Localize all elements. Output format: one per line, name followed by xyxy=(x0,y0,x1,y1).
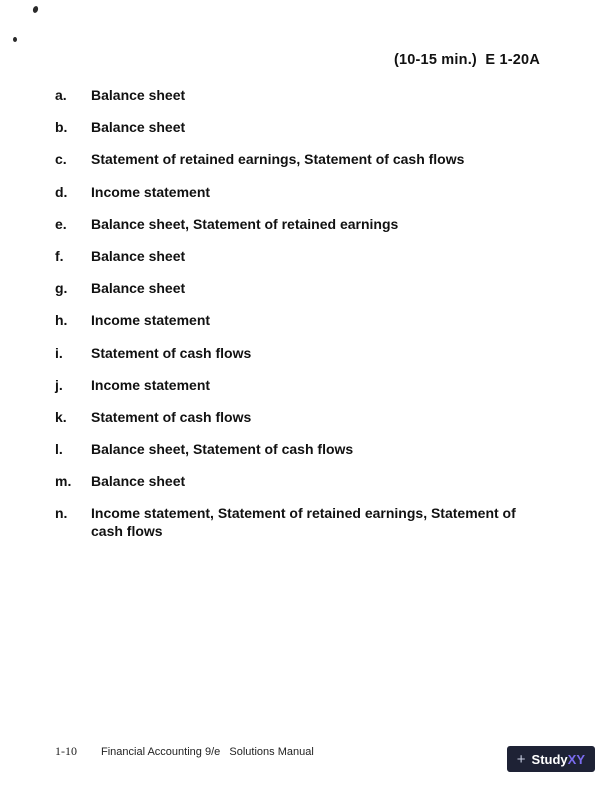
item-letter: d. xyxy=(55,183,68,200)
list-item xyxy=(55,86,554,104)
list-item xyxy=(55,279,554,297)
list-item xyxy=(55,118,554,136)
item-letter: e. xyxy=(55,215,67,232)
item-letter: f. xyxy=(55,247,64,264)
item-letter: g. xyxy=(55,280,68,297)
item-letter: j. xyxy=(55,376,63,393)
list-item xyxy=(55,440,554,458)
scan-speck xyxy=(32,5,39,13)
list-item xyxy=(55,504,554,540)
item-letter: a. xyxy=(55,87,67,103)
list-item xyxy=(55,215,554,233)
item-letter: c. xyxy=(55,151,67,168)
item-text: Balance sheet xyxy=(91,473,186,490)
scan-speck xyxy=(13,37,17,42)
list-item xyxy=(55,408,554,426)
item-text: Balance sheet xyxy=(91,247,186,264)
item-text: Balance sheet xyxy=(91,119,186,136)
brand-study: Study xyxy=(531,751,568,767)
item-letter: k. xyxy=(55,408,67,425)
item-letter: b. xyxy=(55,119,68,136)
list-item xyxy=(55,311,554,329)
brand-wordmark xyxy=(532,753,585,766)
book-title: Financial Accounting 9/e Solutions Manual xyxy=(101,746,314,758)
item-text: Balance sheet xyxy=(91,280,186,297)
item-text: Statement of retained earnings, Statement of cash flows xyxy=(91,151,465,168)
page-footer xyxy=(55,744,314,759)
list-item xyxy=(55,376,554,394)
item-letter: l. xyxy=(55,441,63,458)
item-text: Income statement xyxy=(91,312,211,329)
plus-icon: + xyxy=(516,750,526,768)
list-item xyxy=(55,150,554,168)
list-item xyxy=(55,472,554,490)
item-letter: m. xyxy=(55,473,72,490)
brand-xy: XY xyxy=(567,751,585,767)
item-text: Income statement, Statement of retained earnings, Statement of cash flows xyxy=(91,505,516,540)
item-letter: n. xyxy=(55,505,68,522)
item-text: Income statement xyxy=(91,183,211,200)
answer-list xyxy=(55,86,554,555)
studyxy-logo xyxy=(507,746,595,772)
page-number: 1-10 xyxy=(55,744,77,758)
item-letter: i. xyxy=(55,344,63,361)
list-item xyxy=(55,183,554,201)
item-text: Balance sheet, Statement of cash flows xyxy=(91,441,354,458)
item-letter: h. xyxy=(55,312,68,329)
item-text: Income statement xyxy=(91,376,211,393)
list-item xyxy=(55,344,554,362)
item-text: Statement of cash flows xyxy=(91,344,252,361)
item-text: Statement of cash flows xyxy=(91,408,252,425)
item-text: Balance sheet xyxy=(91,87,186,103)
list-item xyxy=(55,247,554,265)
item-text: Balance sheet, Statement of retained earnings xyxy=(91,215,399,232)
exercise-header: (10-15 min.) E 1-20A xyxy=(393,52,540,68)
